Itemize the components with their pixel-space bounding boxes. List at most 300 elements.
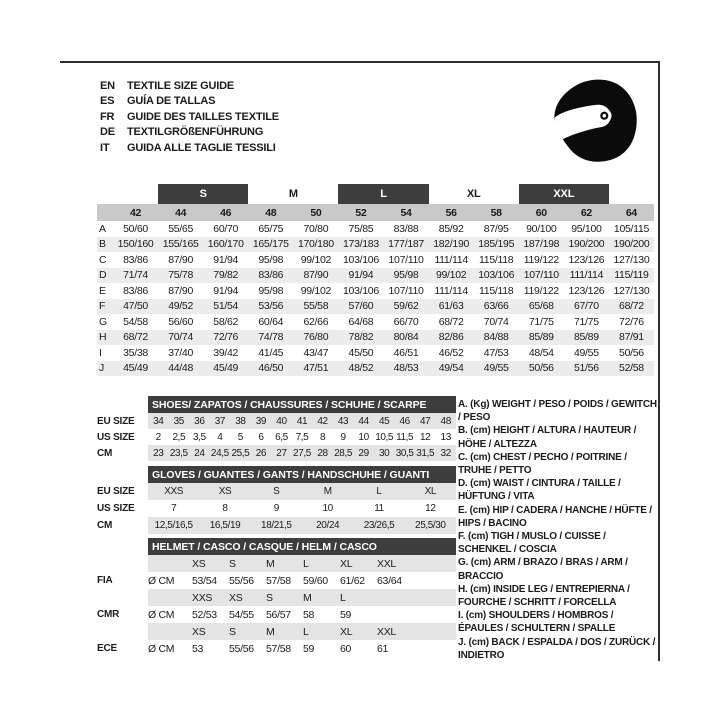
value-cell: 47/51 xyxy=(303,362,329,375)
value-cell: 123/126 xyxy=(568,253,605,266)
value-cell: 61 xyxy=(377,642,389,655)
value-cell: 75/85 xyxy=(348,222,374,235)
section-title-row xyxy=(97,396,456,413)
size-group-s: S xyxy=(158,184,248,204)
gloves-section-title: GLOVES / GUANTES / GANTS / HANDSCHUHE / GUANTI xyxy=(148,466,456,483)
value-cell: 65/75 xyxy=(258,222,284,235)
value-cell: 87/95 xyxy=(483,222,509,235)
value-cell: 85/89 xyxy=(573,331,599,344)
language-code: DE xyxy=(100,126,115,139)
value-cell: M xyxy=(303,591,312,604)
value-cell: 87/90 xyxy=(168,284,193,297)
size-group-row xyxy=(97,184,654,204)
value-cell: 10 xyxy=(358,431,369,443)
row-cells xyxy=(148,640,456,657)
value-cell: M xyxy=(323,486,332,497)
value-cell: 11,5 xyxy=(396,431,414,443)
value-cell: 150/160 xyxy=(117,238,154,251)
value-cell: 47 xyxy=(420,415,431,427)
row-cells xyxy=(148,589,456,606)
value-cell: XL xyxy=(340,557,353,570)
value-cell: 41 xyxy=(296,415,308,427)
value-cell: 6 xyxy=(258,431,264,443)
value-cell: 13 xyxy=(440,431,451,443)
value-cell: 119/122 xyxy=(523,284,559,297)
row-letter: D xyxy=(99,269,107,282)
value-cell: 99/102 xyxy=(300,253,332,266)
value-cell: 61/62 xyxy=(340,574,365,587)
value-cell: 27,5 xyxy=(293,447,311,459)
value-cell: 41/45 xyxy=(258,346,284,359)
value-cell: 70/74 xyxy=(483,315,509,328)
value-cell: 87/91 xyxy=(619,331,644,344)
value-cell: 58 xyxy=(303,608,315,621)
value-cell: 24,5 xyxy=(210,447,229,459)
value-cell: 76/80 xyxy=(303,331,329,344)
language-code: IT xyxy=(100,141,110,154)
value-cell: 190/200 xyxy=(568,238,605,251)
measurement-row xyxy=(97,283,654,299)
legend-item: G. (cm) ARM / BRAZO / BRAS / ARM / BRACCIO xyxy=(458,557,628,582)
value-cell: 64/68 xyxy=(348,315,374,328)
value-cell: S xyxy=(229,625,236,638)
value-cell: 18/21,5 xyxy=(261,520,292,531)
value-cell: 70/74 xyxy=(168,331,193,344)
value-cell: 115/118 xyxy=(479,253,514,266)
value-cell: 51/56 xyxy=(573,362,599,375)
value-cell: 23,5 xyxy=(169,447,188,459)
section-row xyxy=(97,623,456,640)
section-label-spacer xyxy=(97,396,148,413)
value-cell: 11 xyxy=(374,503,384,514)
value-cell: 6,5 xyxy=(275,431,288,443)
value-cell: 95/100 xyxy=(571,222,602,235)
section-row xyxy=(97,572,456,589)
section-title-row xyxy=(97,538,456,555)
section-label-spacer xyxy=(97,538,148,555)
value-cell: 43/47 xyxy=(303,346,329,359)
value-cell: 27 xyxy=(276,447,287,459)
value-cell: 2,5 xyxy=(172,431,186,443)
value-cell: 91/94 xyxy=(348,269,374,282)
value-cell: 54/55 xyxy=(229,608,254,621)
value-cell: 60 xyxy=(340,642,352,655)
value-cell: M xyxy=(266,625,275,638)
row-letter: I xyxy=(99,346,102,359)
value-cell xyxy=(148,555,192,572)
value-cell: 173/183 xyxy=(343,238,379,251)
value-cell: 12,5/16,5 xyxy=(154,520,193,531)
language-row xyxy=(100,125,279,140)
row-letter: B xyxy=(99,238,106,251)
value-cell: 71/74 xyxy=(123,269,148,282)
value-cell: 187/198 xyxy=(523,238,560,251)
section-row xyxy=(97,429,456,445)
value-cell: 9 xyxy=(340,431,346,443)
row-cells xyxy=(148,483,456,500)
measurement-row xyxy=(97,221,654,237)
value-cell: 103/106 xyxy=(478,269,515,282)
value-cell: 79/82 xyxy=(213,269,239,282)
size-header-row xyxy=(97,204,654,221)
legend-item: J. (cm) BACK / ESPALDA / DOS / ZURÜCK / INDIETRO xyxy=(458,636,656,661)
value-cell: 5 xyxy=(237,431,243,443)
value-cell: 123/126 xyxy=(568,284,605,297)
value-cell: 127/130 xyxy=(613,253,650,266)
gloves-size-table xyxy=(97,466,456,534)
value-cell: 48/54 xyxy=(528,346,554,359)
value-cell: 37/40 xyxy=(168,346,193,359)
value-cell: 50/60 xyxy=(123,222,148,235)
value-cell: 25,5/30 xyxy=(415,520,446,531)
helmet-section-title: HELMET / CASCO / CASQUE / HELM / CASCO xyxy=(148,538,456,555)
legend-item: D. (cm) WAIST / CINTURA / TAILLE / HÜFTUNG / VITA xyxy=(458,478,621,503)
value-cell: 65/68 xyxy=(528,300,554,313)
language-code: FR xyxy=(100,110,115,123)
value-cell xyxy=(377,589,414,606)
value-cell: 59/60 xyxy=(303,574,328,587)
legend-item: E. (cm) HIP / CADERA / HANCHE / HÜFTE / HIPS / BACINO xyxy=(458,504,652,529)
value-cell: 83/86 xyxy=(258,269,284,282)
value-cell: 85/92 xyxy=(438,222,464,235)
value-cell: L xyxy=(303,625,309,638)
value-cell: 78/82 xyxy=(348,331,374,344)
value-cell: S xyxy=(273,486,280,497)
value-cell: 52/58 xyxy=(619,362,644,375)
value-cell: 45/49 xyxy=(123,362,148,375)
value-cell: 127/130 xyxy=(613,284,650,297)
value-cell: 95/98 xyxy=(258,284,284,297)
value-cell: 53/54 xyxy=(192,574,217,587)
value-cell: 49/52 xyxy=(168,300,193,313)
value-cell: 12 xyxy=(425,503,436,514)
value-cell: 48 xyxy=(440,415,451,427)
value-cell: 59/62 xyxy=(393,300,419,313)
value-cell: 57/60 xyxy=(348,300,374,313)
value-cell: 82/86 xyxy=(438,331,464,344)
value-cell xyxy=(377,606,414,623)
row-cells xyxy=(148,445,456,461)
value-cell: 99/102 xyxy=(300,284,332,297)
value-cell: XS xyxy=(192,625,206,638)
row-cells xyxy=(148,572,456,589)
row-cells xyxy=(148,623,456,640)
value-cell: 45/50 xyxy=(348,346,374,359)
value-cell: 30,5 xyxy=(395,447,414,459)
row-label: ECE xyxy=(97,643,117,654)
value-cell: 50/56 xyxy=(528,362,554,375)
value-cell: Ø CM xyxy=(148,574,175,587)
section-row xyxy=(97,517,456,534)
value-cell: 8 xyxy=(319,431,326,443)
language-label: GUÍA DE TALLAS xyxy=(127,95,216,108)
value-cell: 111/114 xyxy=(569,269,604,282)
section-row xyxy=(97,500,456,517)
value-cell: 111/114 xyxy=(434,253,468,266)
value-cell xyxy=(148,589,192,606)
value-cell: 34 xyxy=(153,415,164,427)
value-cell: 39 xyxy=(255,415,267,427)
size-header-cell: 44 xyxy=(175,206,187,219)
value-cell: M xyxy=(266,557,275,570)
value-cell: Ø CM xyxy=(148,642,175,655)
value-cell: 35/38 xyxy=(123,346,148,359)
value-cell: 53 xyxy=(192,642,204,655)
value-cell: 12 xyxy=(420,431,431,443)
value-cell: 25,5 xyxy=(231,447,250,459)
section-label-spacer xyxy=(97,466,148,483)
value-cell: 44 xyxy=(358,415,369,427)
size-header-cell: 58 xyxy=(490,206,502,219)
row-letter: G xyxy=(99,315,107,328)
value-cell: XXS xyxy=(192,591,213,604)
value-cell: 59 xyxy=(303,642,315,655)
size-group-l: L xyxy=(338,184,428,204)
value-cell: L xyxy=(376,486,382,497)
row-label: CM xyxy=(97,447,113,459)
value-cell: 63/64 xyxy=(377,574,402,587)
value-cell: 70/80 xyxy=(303,222,329,235)
value-cell: 57/58 xyxy=(266,642,291,655)
value-cell: 53/56 xyxy=(258,300,284,313)
value-cell: XS xyxy=(229,591,243,604)
value-cell: 37 xyxy=(214,415,226,427)
value-cell: 31,5 xyxy=(416,447,435,459)
value-cell: 23/26,5 xyxy=(363,520,395,531)
row-cells xyxy=(148,606,456,623)
value-cell: 46/50 xyxy=(258,362,284,375)
value-cell: 83/86 xyxy=(123,284,148,297)
value-cell: 80/84 xyxy=(393,331,419,344)
value-cell: 84/88 xyxy=(483,331,509,344)
row-label: EU SIZE xyxy=(97,415,135,427)
value-cell: 29 xyxy=(358,447,369,459)
value-cell: 170/180 xyxy=(297,238,334,251)
row-cells xyxy=(148,429,456,445)
language-row xyxy=(100,110,279,125)
value-cell: 43 xyxy=(337,415,349,427)
size-header-cell: 48 xyxy=(265,206,277,219)
value-cell: 62/66 xyxy=(303,315,329,328)
legend-item: F. (cm) TIGH / MUSLO / CUISSE / SCHENKEL / COSCIA xyxy=(458,531,606,556)
value-cell: 50/56 xyxy=(619,346,644,359)
size-header-cell: 62 xyxy=(580,206,592,219)
size-header-cell: 60 xyxy=(535,206,547,219)
row-label xyxy=(97,589,148,606)
value-cell: 68/72 xyxy=(438,315,464,328)
top-border-line xyxy=(60,61,660,63)
value-cell: 58/62 xyxy=(213,315,239,328)
size-header-cell: 46 xyxy=(220,206,232,219)
value-cell: 155/165 xyxy=(162,238,199,251)
value-cell: 28 xyxy=(317,447,328,459)
value-cell: 55/58 xyxy=(303,300,329,313)
row-letter: F xyxy=(99,300,106,313)
value-cell: 2 xyxy=(155,431,161,443)
value-cell: 47/50 xyxy=(123,300,148,313)
value-cell: 57/58 xyxy=(266,574,291,587)
value-cell: 46/51 xyxy=(393,346,419,359)
value-cell: Ø CM xyxy=(148,608,175,621)
value-cell: 26 xyxy=(255,447,267,459)
section-row xyxy=(97,445,456,461)
value-cell: XS xyxy=(218,486,232,497)
value-cell: 44/48 xyxy=(168,362,193,375)
measurement-row xyxy=(97,237,654,253)
legend-item: C. (cm) CHEST / PECHO / POITRINE / TRUHE / PETTO xyxy=(458,451,627,477)
section-row xyxy=(97,555,456,572)
row-cells xyxy=(148,500,456,517)
value-cell: 3,5 xyxy=(192,431,206,443)
legend-item: H. (cm) INSIDE LEG / ENTREPIERNA / FOURCHE / SCHRITT / FORCELLA xyxy=(458,583,630,609)
value-cell: 7,5 xyxy=(295,431,309,443)
value-cell: 55/65 xyxy=(168,222,193,235)
measurement-row xyxy=(97,345,654,361)
value-cell: 90/100 xyxy=(526,222,557,235)
value-cell: 83/88 xyxy=(393,222,419,235)
section-row xyxy=(97,413,456,429)
right-border-line xyxy=(658,61,660,661)
size-header-cell: 56 xyxy=(445,206,457,219)
value-cell: S xyxy=(266,591,273,604)
value-cell: 54/58 xyxy=(123,315,148,328)
row-letter: J xyxy=(99,362,104,375)
value-cell: 185/195 xyxy=(478,238,515,251)
value-cell: 51/54 xyxy=(213,300,239,313)
value-cell: 95/98 xyxy=(258,253,284,266)
value-cell: 190/200 xyxy=(613,238,650,251)
value-cell: 23 xyxy=(153,447,164,459)
value-cell: 68/72 xyxy=(123,331,148,344)
value-cell: 103/106 xyxy=(343,253,379,266)
value-cell: 61/63 xyxy=(438,300,464,313)
section-title-row xyxy=(97,466,456,483)
value-cell: 182/190 xyxy=(433,238,470,251)
value-cell: 55/56 xyxy=(229,574,254,587)
row-label: US SIZE xyxy=(97,503,135,514)
value-cell: 115/119 xyxy=(614,269,649,282)
value-cell: XXL xyxy=(377,625,396,638)
value-cell: 7 xyxy=(171,503,177,514)
value-cell: 68/72 xyxy=(619,300,644,313)
value-cell: 30 xyxy=(378,447,390,459)
section-row xyxy=(97,589,456,606)
language-header xyxy=(100,79,279,156)
row-label: CMR xyxy=(97,609,120,620)
language-row xyxy=(100,79,279,94)
value-cell: 87/90 xyxy=(168,253,193,266)
row-cells xyxy=(148,517,456,534)
value-cell: 160/170 xyxy=(207,238,244,251)
value-cell: 16,5/19 xyxy=(209,520,241,531)
value-cell: 38 xyxy=(235,415,246,427)
size-group-m: M xyxy=(288,188,298,200)
row-letter: A xyxy=(99,222,106,235)
value-cell: 107/110 xyxy=(388,253,424,266)
value-cell: 49/54 xyxy=(438,362,464,375)
row-letter: E xyxy=(99,284,106,297)
row-letter: H xyxy=(99,331,107,344)
language-label: GUIDE DES TAILLES TEXTILE xyxy=(127,110,279,123)
value-cell: XL xyxy=(340,625,353,638)
language-label: GUIDA ALLE TAGLIE TESSILI xyxy=(127,141,276,154)
value-cell: XXL xyxy=(377,557,396,570)
value-cell: 28,5 xyxy=(334,447,352,459)
value-cell: 83/86 xyxy=(123,253,148,266)
value-cell: 47/53 xyxy=(483,346,509,359)
section-row xyxy=(97,640,456,657)
value-cell xyxy=(148,623,192,640)
value-cell: 87/90 xyxy=(303,269,329,282)
size-header-cell: 42 xyxy=(129,206,142,219)
value-cell: 165/175 xyxy=(252,238,289,251)
value-cell: 39/42 xyxy=(213,346,239,359)
value-cell: 4 xyxy=(217,431,223,443)
language-row xyxy=(100,94,279,109)
value-cell: 107/110 xyxy=(523,269,559,282)
value-cell: 91/94 xyxy=(213,284,239,297)
value-cell: 107/110 xyxy=(388,284,424,297)
value-cell: 105/115 xyxy=(613,222,649,235)
value-cell: 42 xyxy=(317,415,328,427)
language-code: EN xyxy=(100,80,115,92)
measurement-row xyxy=(97,299,654,315)
value-cell: 99/102 xyxy=(435,269,467,282)
value-cell: 56/60 xyxy=(168,315,193,328)
value-cell: 45/49 xyxy=(213,362,239,375)
value-cell: 20/24 xyxy=(316,520,340,531)
measurement-row xyxy=(97,252,654,268)
row-cells xyxy=(148,555,456,572)
language-label: TEXTILGRÖßENFÜHRUNG xyxy=(127,126,264,139)
row-cells xyxy=(148,413,456,429)
value-cell: 24 xyxy=(194,447,205,459)
value-cell: 103/106 xyxy=(343,284,379,297)
value-cell: XL xyxy=(424,486,437,497)
value-cell: 45 xyxy=(378,415,390,427)
value-cell: 91/94 xyxy=(213,253,239,266)
value-cell: 10 xyxy=(322,503,333,514)
value-cell: 36 xyxy=(194,415,205,427)
shoes-size-table xyxy=(97,396,456,461)
textile-size-table xyxy=(97,184,654,376)
value-cell: 52/53 xyxy=(192,608,217,621)
size-header-cell: 52 xyxy=(355,206,367,219)
row-label: FIA xyxy=(97,575,113,586)
value-cell: 55/56 xyxy=(229,642,254,655)
value-cell: 72/76 xyxy=(213,331,239,344)
legend-item: A. (Kg) WEIGHT / PESO / POIDS / GEWITCH / PESO xyxy=(458,399,657,424)
measurement-row xyxy=(97,330,654,346)
value-cell: XS xyxy=(192,557,206,570)
value-cell: L xyxy=(340,591,346,604)
value-cell: S xyxy=(229,557,236,570)
value-cell: 10,5 xyxy=(375,431,394,443)
value-cell: 75/78 xyxy=(168,269,193,282)
language-code: ES xyxy=(100,95,115,108)
row-label-spacer xyxy=(97,204,113,221)
measurement-row xyxy=(97,361,654,377)
value-cell: 95/98 xyxy=(393,269,419,282)
shoes-section-title: SHOES/ ZAPATOS / CHAUSSURES / SCHUHE / SCARPE xyxy=(148,396,456,413)
value-cell: 111/114 xyxy=(434,284,468,297)
measurement-row xyxy=(97,268,654,284)
size-group-xl: XL xyxy=(466,188,481,200)
value-cell: 67/70 xyxy=(573,300,599,313)
value-cell: 46/52 xyxy=(438,346,464,359)
row-label: EU SIZE xyxy=(97,486,135,497)
value-cell: 71/75 xyxy=(573,315,599,328)
